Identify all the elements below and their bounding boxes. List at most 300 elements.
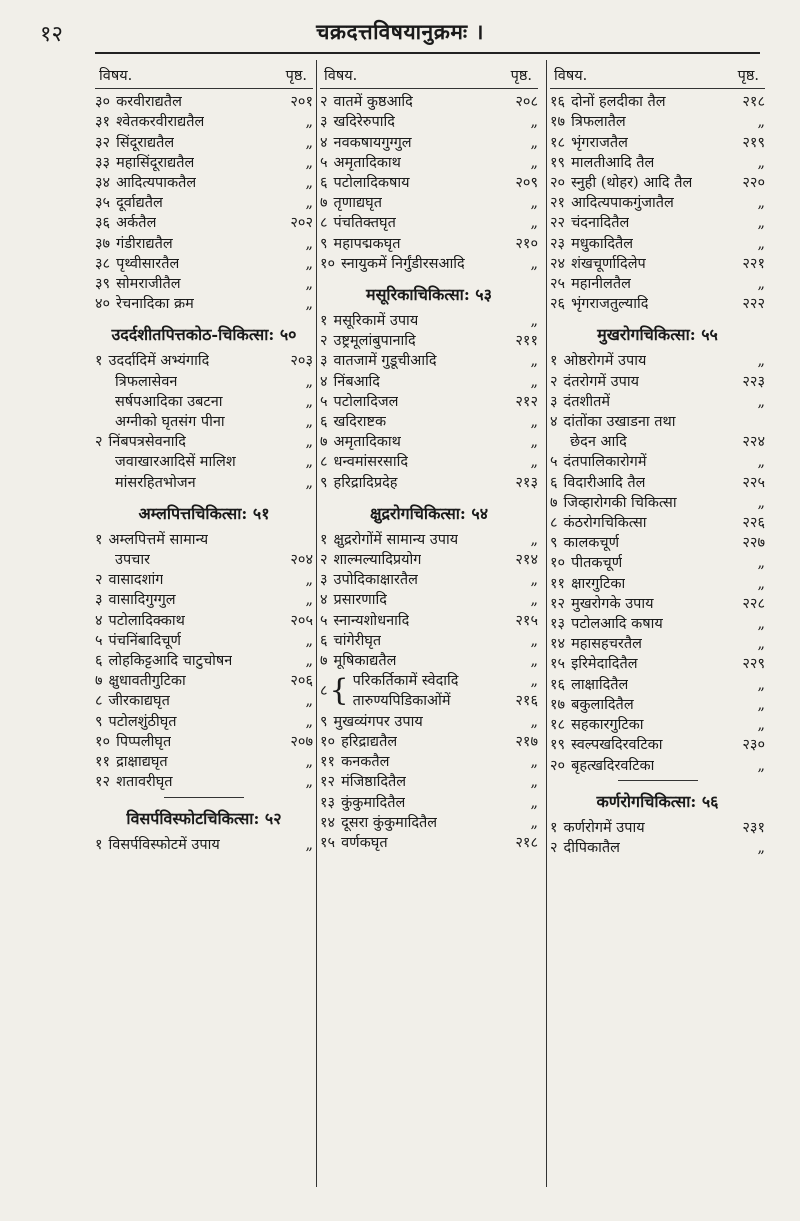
entry-page: „ (530, 154, 538, 171)
entry-title: मुखरोगके उपाय (571, 595, 654, 612)
entry-title: क्षुद्ररोगोंमें सामान्य उपाय (333, 531, 459, 548)
entry-page: „ (305, 474, 313, 491)
entry-label (550, 274, 631, 294)
entry-page: „ (530, 794, 538, 811)
entry-number: ३ (550, 393, 558, 410)
entry-label (550, 392, 610, 412)
entry-title: वासादिगुग्गुल (108, 592, 176, 609)
entry-label (550, 695, 634, 715)
entry-label (320, 193, 382, 213)
entry-number: ३० (95, 94, 111, 111)
entry-number: १० (550, 555, 566, 572)
entry-label (95, 193, 163, 213)
heading-subject: विषय. (99, 68, 133, 84)
entry-title: त्रिफलासेवन (115, 373, 178, 390)
entry-number: ९ (550, 535, 558, 552)
index-entry (550, 92, 765, 112)
entry-title: इरिमेदादितैल (571, 656, 638, 673)
section-heading: विसर्पविस्फोटचिकित्सा: ५२ (126, 808, 282, 828)
entry-page: „ (757, 839, 765, 856)
entry-label (320, 590, 387, 610)
entry-page: „ (305, 154, 313, 171)
entry-page: „ (757, 616, 765, 633)
entry-page: „ (757, 636, 765, 653)
entry-page: २२९ (742, 656, 765, 673)
entry-title: वासादशांग (108, 572, 164, 589)
entry-page: „ (757, 555, 765, 572)
entry-title: खदिराष्टक (333, 414, 387, 431)
section-heading: कर्णरोगचिकित्सा: ५६ (596, 791, 719, 811)
entry-label (95, 835, 220, 855)
index-entry (95, 412, 313, 432)
entry-number: १८ (550, 134, 566, 151)
entry-title: पीतकचूर्ण (571, 555, 623, 572)
entry-page: २२२ (742, 296, 765, 313)
entry-title: परिकर्तिकामें स्वेदादि (352, 673, 459, 690)
entry-page: „ (530, 353, 538, 370)
index-entry (550, 818, 765, 838)
entry-label (320, 772, 406, 792)
entry-page: २०९ (515, 175, 538, 192)
entry-page: „ (530, 592, 538, 609)
index-entry (95, 671, 313, 691)
entry-title: महापद्मकघृत (333, 235, 401, 252)
heading-subject: विषय. (554, 68, 588, 84)
index-entry (95, 92, 313, 112)
index-column-2 (320, 60, 538, 853)
entry-page: „ (305, 713, 313, 730)
entry-label (320, 234, 401, 254)
entry-label (320, 412, 386, 432)
entry-number: १४ (320, 814, 336, 831)
entry-page: २१६ (515, 693, 538, 710)
entry-page: „ (530, 754, 538, 771)
index-entry (550, 274, 765, 294)
entry-label (95, 473, 196, 493)
entry-page: „ (305, 235, 313, 252)
entry-title: पटोलादिजल (333, 393, 399, 410)
entry-number: २० (550, 757, 566, 774)
index-entry (550, 372, 765, 392)
column-separator (316, 60, 317, 1187)
entry-title: निंबपत्रसेवनादि (108, 434, 186, 451)
entry-label (320, 392, 398, 412)
index-entry (95, 752, 313, 772)
entry-number: ३१ (95, 114, 111, 131)
entry-number: १९ (550, 737, 566, 754)
entry-number: १३ (320, 794, 336, 811)
index-entry (95, 712, 313, 732)
entry-label (320, 331, 416, 351)
entry-label (95, 611, 185, 631)
index-entry (320, 530, 538, 550)
entry-label (550, 614, 663, 634)
index-entry (95, 772, 313, 792)
entry-title: लोहकिट्टआदि चाटुचोषन (108, 653, 233, 670)
entry-title: विदारीआदि तैल (563, 474, 646, 491)
index-entry (550, 614, 765, 634)
entry-title: जीरकाद्यघृत (108, 693, 170, 710)
entry-number: ३२ (95, 134, 111, 151)
heading-page: पृष्ठ. (510, 68, 532, 84)
entry-page: „ (757, 717, 765, 734)
entry-number: ४ (550, 414, 558, 431)
entry-title: स्नान्यशोधनादि (333, 612, 410, 629)
entry-title: वातमें कुष्ठआदि (333, 94, 413, 111)
index-entry (550, 735, 765, 755)
entry-page: २२४ (742, 434, 765, 451)
entry-title: उपोदिकाक्षारतैल (333, 572, 419, 589)
entry-title: दीपिकातैल (563, 839, 620, 856)
entry-label (95, 351, 209, 371)
entry-title: दूर्वाद्यतैल (116, 195, 163, 212)
index-entry (95, 835, 313, 855)
entry-title: मालतीआदि तैल (571, 154, 655, 171)
index-entry (550, 756, 765, 776)
index-entry (95, 351, 313, 371)
entry-page: „ (530, 134, 538, 151)
entry-title: धन्वमांसरसादि (333, 454, 409, 471)
entry-label (550, 92, 666, 112)
entry-page: „ (305, 632, 313, 649)
entry-number: ३ (320, 114, 328, 131)
entry-label (550, 818, 645, 838)
entry-title: सिंदूराद्यतैल (116, 134, 175, 151)
entry-number: ५ (320, 154, 328, 171)
brace-lines (353, 671, 538, 711)
entry-label (550, 432, 627, 452)
entry-label (95, 452, 236, 472)
entry-page: „ (305, 114, 313, 131)
entry-label (320, 550, 421, 570)
entry-number: ८ (320, 454, 328, 471)
index-entry (550, 473, 765, 493)
index-entry (550, 533, 765, 553)
entry-page: „ (305, 393, 313, 410)
index-entry (95, 732, 313, 752)
entry-label (95, 133, 174, 153)
index-entry (550, 294, 765, 314)
section-heading: अम्लपित्तचिकित्सा: ५१ (138, 503, 270, 523)
entry-page: „ (757, 215, 765, 232)
entry-page: २१७ (515, 733, 538, 750)
entry-page: „ (530, 195, 538, 212)
entry-title: कनकतैल (341, 754, 390, 771)
section-divider (164, 797, 244, 798)
entry-title: अर्कतैल (116, 215, 157, 232)
entry-page: २०७ (290, 733, 313, 750)
entry-title: पटोलआदि कषाय (571, 616, 663, 633)
page-number: १२ (40, 22, 63, 47)
entry-number: ३ (320, 353, 328, 370)
entry-page: „ (530, 114, 538, 131)
entry-label (550, 294, 648, 314)
entry-label (550, 513, 647, 533)
entry-title: दूसरा कुंकुमादितैल (341, 814, 438, 831)
entry-page: „ (530, 673, 538, 690)
entry-label (550, 193, 674, 213)
entry-label (320, 452, 408, 472)
entry-label (95, 392, 223, 412)
index-entry (95, 133, 313, 153)
entry-number: ७ (320, 653, 328, 670)
entry-label (95, 671, 186, 691)
entry-number: २६ (550, 296, 566, 313)
entry-title: छेदन आदि (570, 434, 627, 451)
column-heading (95, 60, 313, 89)
entry-title: आदित्यपाकगुंजातैल (571, 195, 674, 212)
entry-number: २५ (550, 276, 566, 293)
entry-title: चंदनादितैल (571, 215, 630, 232)
entry-label (320, 473, 398, 493)
entry-label (95, 631, 181, 651)
entry-title: मूषिकाद्यतैल (333, 653, 397, 670)
index-entry (320, 92, 538, 112)
entry-number: १० (320, 255, 336, 272)
index-entry (550, 513, 765, 533)
entry-page: „ (757, 454, 765, 471)
index-entry (95, 651, 313, 671)
entry-page: २१५ (515, 612, 538, 629)
index-entry (550, 213, 765, 233)
entry-label (95, 732, 171, 752)
entry-page: „ (305, 454, 313, 471)
entry-title: पिप्पलीघृत (116, 733, 172, 750)
entry-number: ५ (320, 393, 328, 410)
entry-title: निंबआदि (333, 373, 380, 390)
index-entry (550, 412, 765, 432)
entry-title: विसर्पविस्फोटमें उपाय (108, 836, 220, 853)
entry-page: २१८ (515, 834, 538, 851)
entry-page: „ (305, 572, 313, 589)
entry-number: ७ (550, 494, 558, 511)
entry-label (320, 712, 423, 732)
index-entry (550, 675, 765, 695)
entry-label (320, 311, 418, 331)
entry-number: ९ (320, 713, 328, 730)
entry-number: १४ (550, 636, 566, 653)
entry-title: महासहचरतैल (571, 636, 642, 653)
entry-page: २०४ (290, 552, 313, 569)
index-entry (320, 452, 538, 472)
index-entry (550, 574, 765, 594)
entry-number: ७ (95, 673, 103, 690)
entry-page: „ (530, 632, 538, 649)
entry-label (550, 112, 626, 132)
entry-page: „ (305, 774, 313, 791)
entry-page: „ (305, 134, 313, 151)
entry-page: „ (530, 572, 538, 589)
entry-page: „ (530, 531, 538, 548)
entry-page: „ (757, 154, 765, 171)
index-entry (550, 695, 765, 715)
entry-label (320, 813, 437, 833)
entry-page: „ (530, 414, 538, 431)
entry-title: महानीलतैल (571, 276, 631, 293)
entry-number: २ (320, 552, 328, 569)
entry-title: नवकषायगुग्गुल (333, 134, 412, 151)
index-entry (95, 590, 313, 610)
entry-number: ३ (95, 592, 103, 609)
entry-number: ८ (320, 683, 328, 700)
entry-number: ८ (320, 215, 328, 232)
index-entry (95, 550, 313, 570)
entry-title: ओष्ठरोगमें उपाय (563, 353, 647, 370)
running-title: चक्रदत्तविषयानुक्रमः । (316, 19, 484, 44)
top-rule (95, 52, 760, 54)
entry-title: शाल्मल्यादिप्रयोग (333, 552, 422, 569)
entry-label (550, 254, 646, 274)
entry-label (320, 92, 413, 112)
index-column-3 (550, 60, 765, 858)
heading-page: पृष्ठ. (737, 68, 759, 84)
entry-number: १५ (550, 656, 566, 673)
entry-label (320, 112, 395, 132)
entry-page: „ (305, 195, 313, 212)
index-entry (353, 691, 538, 711)
entry-label (550, 412, 676, 432)
index-entry (95, 570, 313, 590)
entry-number: ३७ (95, 235, 111, 252)
entry-page: २१२ (515, 393, 538, 410)
entry-label (320, 254, 465, 274)
entry-title: कालकचूर्ण (563, 535, 620, 552)
entry-number: १२ (550, 595, 566, 612)
entry-label (550, 493, 677, 513)
entry-title: मुखव्यंगपर उपाय (333, 713, 423, 730)
entry-label (320, 611, 409, 631)
index-entry (320, 590, 538, 610)
column-heading (320, 60, 538, 89)
index-entry (320, 732, 538, 752)
entry-title: दंतपालिकारोगमें (563, 454, 647, 471)
entry-title: दोनों हलदीका तैल (571, 94, 666, 111)
index-entry (320, 631, 538, 651)
index-entry (320, 432, 538, 452)
entry-title: द्राक्षाद्यघृत (116, 754, 168, 771)
entry-number: ४ (320, 592, 328, 609)
entry-label (320, 173, 410, 193)
entry-page: „ (757, 353, 765, 370)
entry-number: ९ (320, 235, 328, 252)
entry-page: २२८ (742, 595, 765, 612)
entry-title: चांगेरीघृत (333, 632, 382, 649)
entry-page: „ (757, 757, 765, 774)
entry-number: १ (550, 819, 558, 836)
entry-page: २११ (515, 333, 538, 350)
entry-number: १ (550, 353, 558, 370)
entry-page: „ (305, 693, 313, 710)
entry-title: वातजामें गुडूचीआदि (333, 353, 437, 370)
index-entry (320, 254, 538, 274)
index-entry (320, 550, 538, 570)
entry-title: स्नुही (थोहर) आदि तैल (571, 175, 693, 192)
entry-title: बकुलादितैल (571, 696, 634, 713)
index-entry (320, 412, 538, 432)
entry-title: पंचतिक्तघृत (333, 215, 396, 232)
entry-number: १५ (320, 834, 336, 851)
entry-page: २०५ (290, 612, 313, 629)
entry-label (95, 254, 179, 274)
entry-page: „ (305, 373, 313, 390)
entry-label (550, 234, 633, 254)
index-entry (320, 372, 538, 392)
index-entry (550, 715, 765, 735)
index-entry (95, 234, 313, 254)
entry-number: ३ (320, 572, 328, 589)
index-entry (550, 392, 765, 412)
entry-number: ४ (320, 134, 328, 151)
entry-title: सर्षपआदिका उबटना (115, 393, 223, 410)
entry-title: क्षारगुटिका (571, 575, 626, 592)
index-entry (320, 392, 538, 412)
entry-title: मंजिष्ठादितैल (341, 774, 407, 791)
entry-page: २२० (742, 175, 765, 192)
entry-label (95, 590, 176, 610)
entry-title: श्वेतकरवीराद्यतैल (116, 114, 205, 131)
entry-label (95, 530, 208, 550)
entry-title: हरिद्राद्यतैल (341, 733, 398, 750)
entry-page: २२५ (742, 474, 765, 491)
entry-page: „ (305, 414, 313, 431)
entry-number: १ (95, 836, 103, 853)
index-entry-group (320, 671, 538, 711)
index-entry (320, 234, 538, 254)
entry-page: २२१ (742, 255, 765, 272)
entry-title: पटोलशुंठीघृत (108, 713, 177, 730)
index-entry (320, 112, 538, 132)
index-entry (353, 671, 538, 691)
entry-title: जवाखारआदिसें मालिश (115, 454, 236, 471)
entry-page: २१४ (515, 552, 538, 569)
entry-number: ११ (95, 754, 111, 771)
entry-label (550, 634, 642, 654)
entry-number: ९ (95, 713, 103, 730)
section-heading: क्षुद्ररोगचिकित्सा: ५४ (369, 503, 489, 523)
entry-page: „ (530, 774, 538, 791)
entry-label (95, 550, 150, 570)
index-entry (320, 193, 538, 213)
index-entry (320, 351, 538, 371)
entry-number: ५ (320, 612, 328, 629)
entry-title: अमृतादिकाथ (333, 154, 401, 171)
entry-number: १० (320, 733, 336, 750)
entry-number: १६ (550, 94, 566, 111)
index-entry (550, 493, 765, 513)
entry-number: २ (320, 94, 328, 111)
index-entry (320, 133, 538, 153)
index-entry (550, 112, 765, 132)
entry-page: २१० (515, 235, 538, 252)
entry-label (550, 173, 692, 193)
entry-title: सहकारगुटिका (571, 717, 644, 734)
entry-label (95, 92, 182, 112)
index-entry (95, 153, 313, 173)
entry-number: १३ (550, 616, 566, 633)
entry-title: भृंगराजतैल (571, 134, 628, 151)
entry-title: उष्ट्रमूलांबुपानादि (333, 333, 416, 350)
entry-label (95, 234, 173, 254)
index-entry (550, 193, 765, 213)
entry-label (550, 594, 654, 614)
entry-label (550, 372, 639, 392)
entry-title: कुंकुमादितैल (341, 794, 406, 811)
entry-label (320, 432, 401, 452)
entry-title: स्वल्पखदिरवटिका (571, 737, 663, 754)
entry-page: २०२ (290, 215, 313, 232)
entry-title: दंतरोगमें उपाय (563, 373, 639, 390)
entry-label (320, 631, 381, 651)
